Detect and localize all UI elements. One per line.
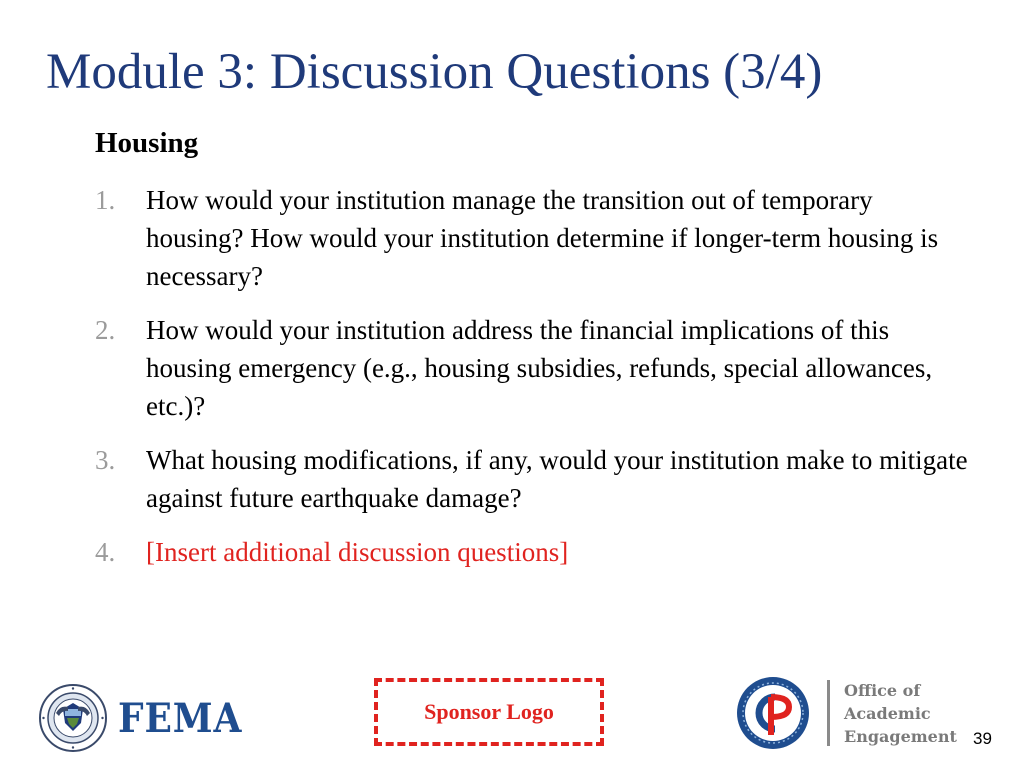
- oae-line: Engagement: [844, 726, 957, 746]
- fema-logo: [38, 683, 256, 753]
- question-number: 4.: [95, 537, 116, 567]
- question-text: What housing modifications, if any, would your institution make to mitigate against future earthquake damage?: [146, 445, 968, 513]
- question-list: [95, 181, 975, 587]
- slide-title: Module 3: Discussion Questions (3/4): [46, 44, 823, 100]
- oae-wordmark: [844, 679, 957, 748]
- question-text: How would your institution address the financial implications of this housing emergency (e.g., housing subsidies, refunds, special allowances, etc.)?: [146, 315, 933, 421]
- question-number: 3.: [95, 445, 116, 475]
- list-item: [95, 311, 975, 425]
- placeholder-question-text: [Insert additional discussion questions]: [146, 537, 569, 567]
- oae-line: Academic: [844, 703, 931, 723]
- oae-divider: [827, 680, 830, 746]
- page-number: 39: [973, 729, 992, 748]
- sponsor-logo-label: Sponsor Logo: [424, 699, 554, 724]
- oae-logo: [735, 675, 957, 751]
- list-item: [95, 441, 975, 517]
- campus-resilience-seal-icon: [735, 675, 811, 751]
- section-heading: Housing: [95, 127, 199, 159]
- oae-line: Office of: [844, 680, 921, 700]
- fema-wordmark: FEMA: [118, 694, 243, 742]
- question-text: How would your institution manage the transition out of temporary housing? How would your institution determine if longer-term housing is necessary?: [146, 185, 939, 291]
- question-number: 1.: [95, 185, 116, 215]
- sponsor-logo-placeholder: [374, 678, 604, 746]
- dhs-seal-icon: [38, 683, 108, 753]
- list-item: [95, 533, 975, 571]
- list-item: [95, 181, 975, 295]
- question-number: 2.: [95, 315, 116, 345]
